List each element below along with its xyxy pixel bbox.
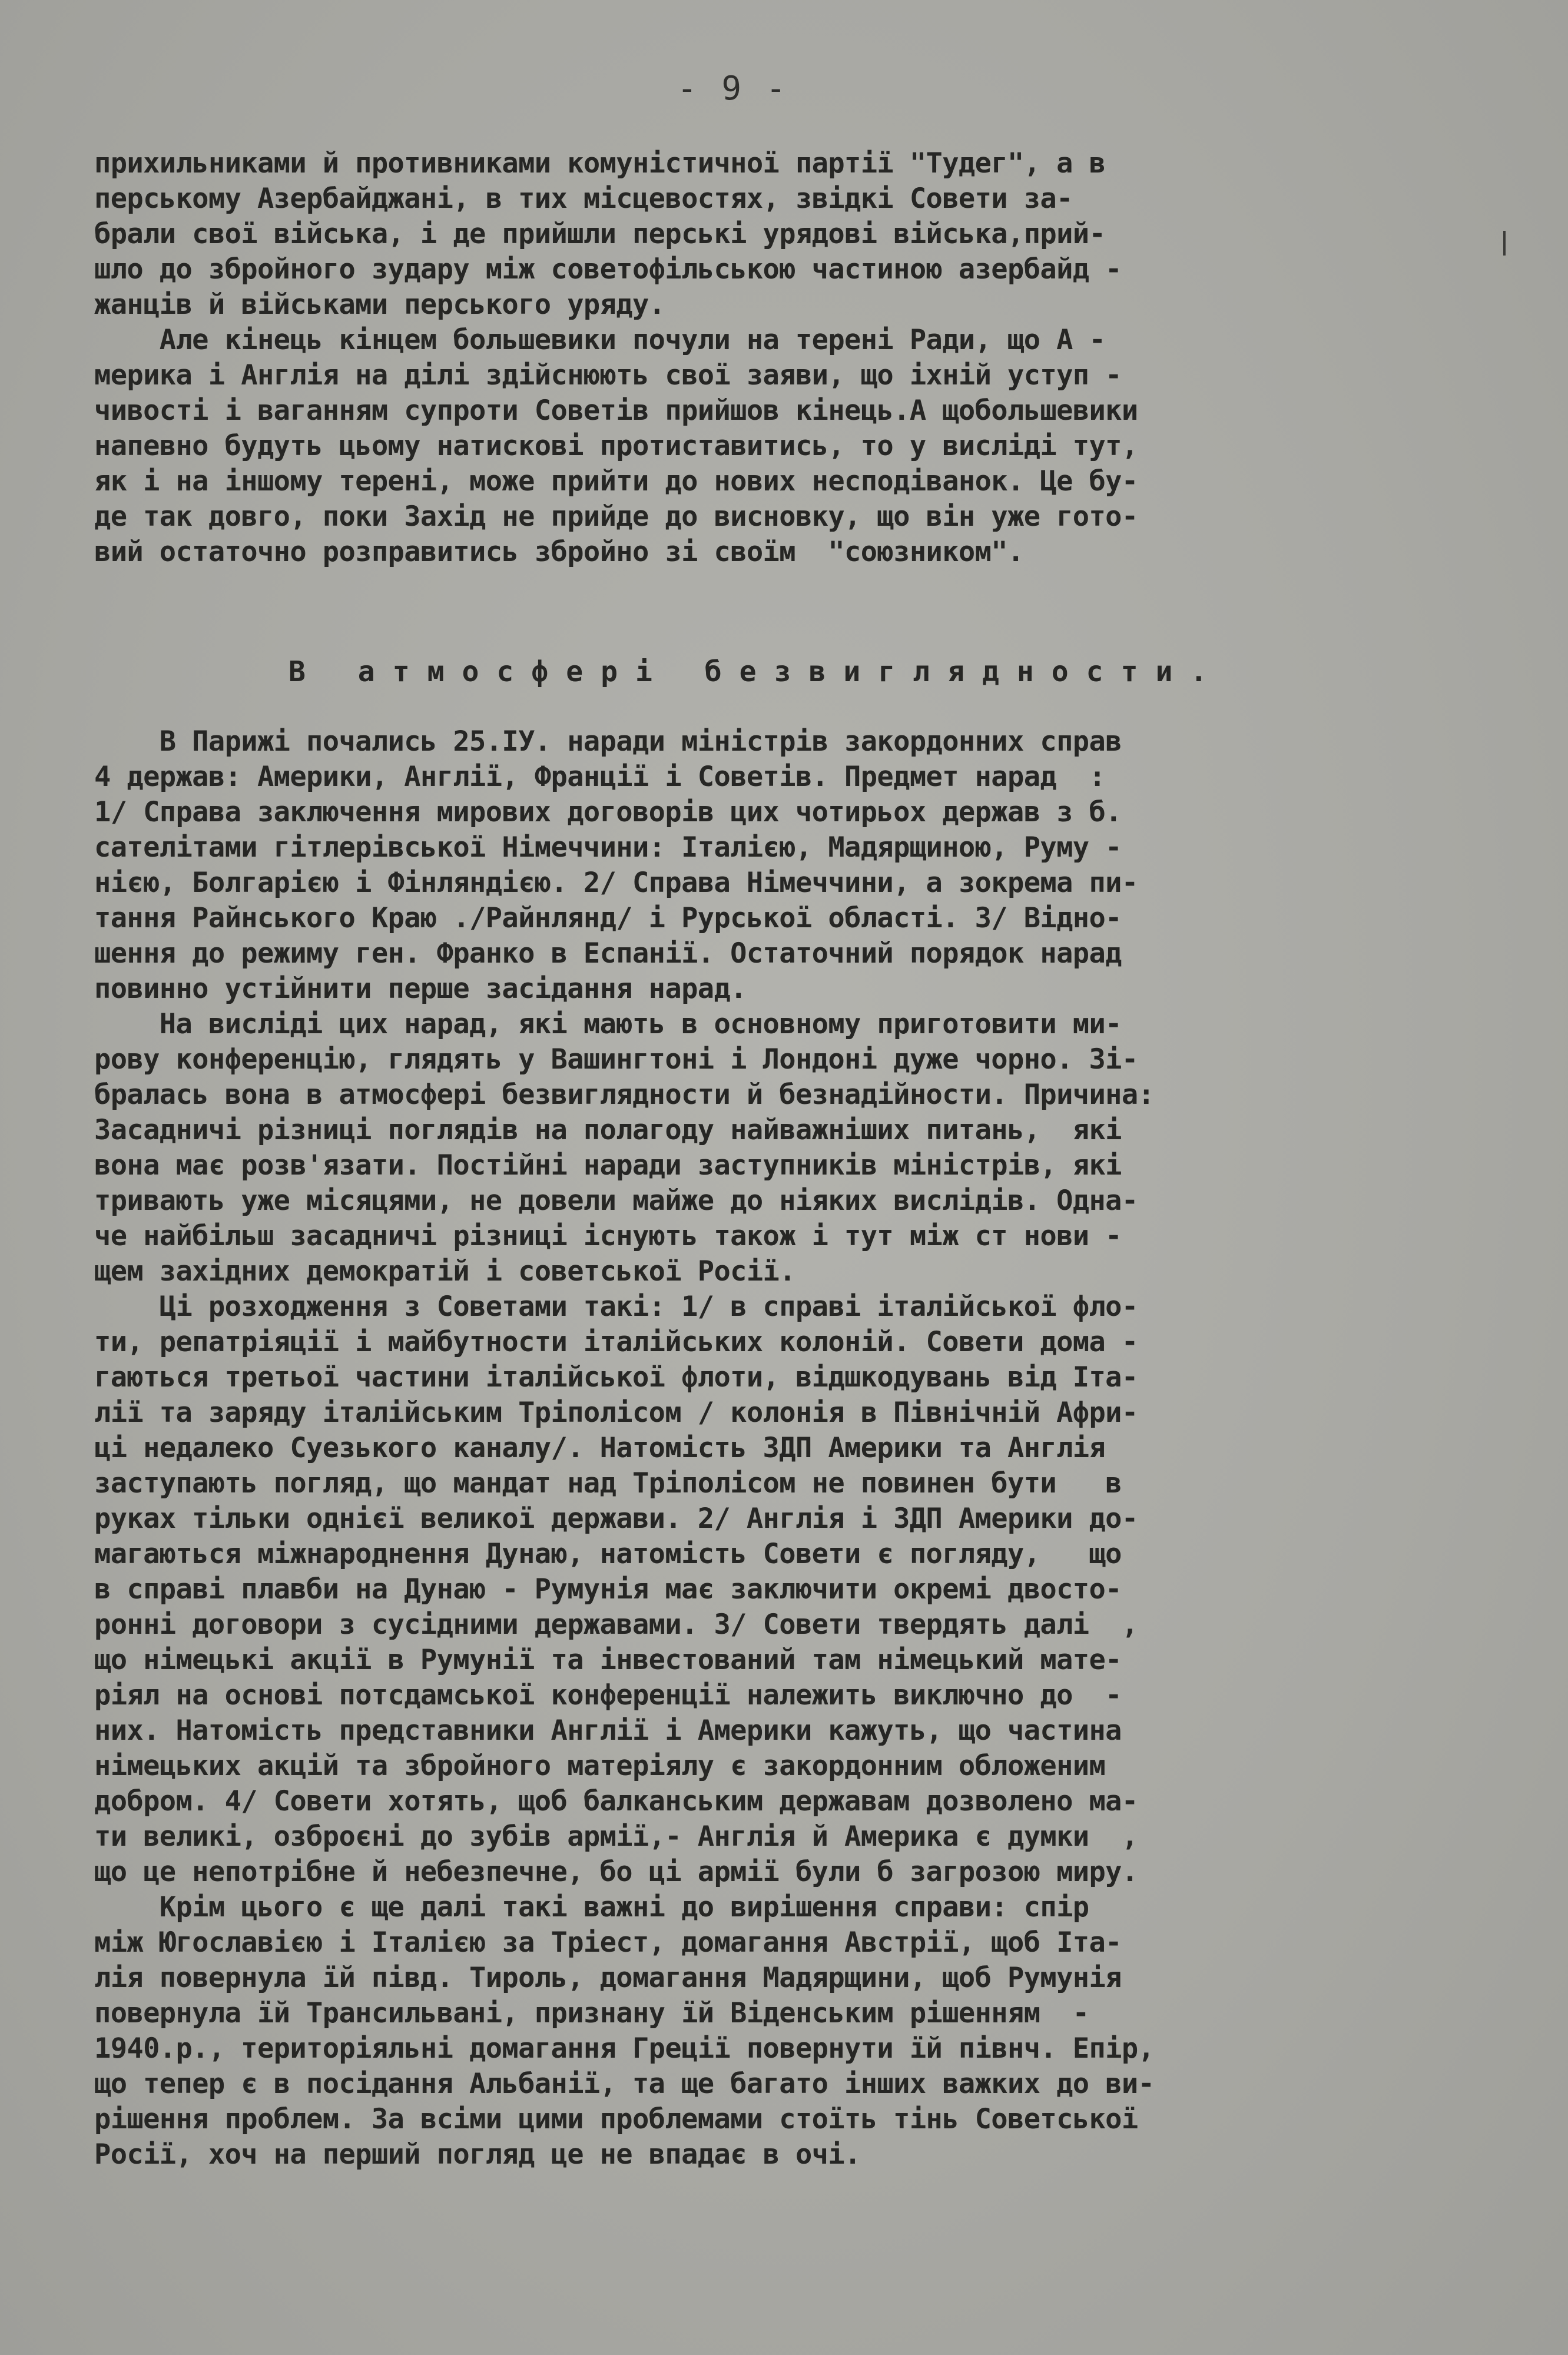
text-line: прихильниками й противниками комуністичної партії "Тудег", а в: [94, 147, 1106, 180]
margin-mark: [1503, 231, 1506, 256]
text-line: повернула їй Трансильвані, признану їй Віденським рішенням -: [94, 1997, 1089, 2029]
text-line: В Парижі почались 25.IУ. наради міністрів закордонних справ: [94, 725, 1122, 758]
text-line: чивості і ваганням супроти Советів прийшов кінець.А щобольшевики: [94, 394, 1138, 427]
text-line: перському Азербайджані, в тих місцевостях, звідкі Совети за-: [94, 183, 1073, 215]
text-line: німецьких акцій та збройного матеріялу є закордонним обложеним: [94, 1750, 1106, 1782]
text-line: що тепер є в посідання Альбанії, та ще багато інших важких до ви-: [94, 2068, 1155, 2100]
text-line: лія повернула їй півд. Тироль, домагання Мадярщини, щоб Румунія: [94, 1962, 1122, 1994]
text-line: мерика і Англія на ділі здійснюють свої заяви, що іхній уступ -: [94, 359, 1122, 392]
text-line: рішення проблем. За всіми цими проблемами стоїть тінь Советської: [94, 2103, 1138, 2135]
text-line: Крім цього є ще далі такі важні до вирішення справи: спір: [94, 1891, 1089, 1923]
intro-paragraphs: [94, 146, 1472, 570]
text-line: Росії, хоч на перший погляд це не впадає в очі.: [94, 2138, 861, 2171]
text-line: 1940.р., територіяльні домагання Греції повернути їй півнч. Епір,: [94, 2032, 1155, 2065]
text-line: Але кінець кінцем большевики почули на терені Ради, що А -: [94, 324, 1106, 356]
text-line: сателітами гітлерівської Німеччини: Італією, Мадярщиною, Руму -: [94, 831, 1122, 864]
text-line: жанців й військами перського уряду.: [94, 288, 665, 321]
text-line: що це непотрібне й небезпечне, бо ці армії були б загрозою миру.: [94, 1856, 1138, 1888]
text-line: добром. 4/ Совети хотять, щоб балканським державам дозволено ма-: [94, 1785, 1138, 1817]
text-line: лії та заряду італійським Тріполісом / колонія в Північній Афри-: [94, 1397, 1138, 1429]
text-line: бралась вона в атмосфері безвиглядности й безнадійности. Причина:: [94, 1079, 1155, 1111]
text-line: рову конференцію, глядять у Вашингтоні і Лондоні дуже чорно. Зі-: [94, 1043, 1138, 1076]
text-line: між Югославією і Італією за Тріест, домагання Австрії, щоб Іта-: [94, 1926, 1122, 1959]
text-line: че найбільш засадничі різниці існують також і тут між ст нови -: [94, 1220, 1122, 1252]
text-line: них. Натомість представники Англії і Америки кажуть, що частина: [94, 1714, 1122, 1747]
text-line: ти, репатріяції і майбутности італійських колоній. Совети дома -: [94, 1326, 1138, 1358]
text-line: магаються міжнароднення Дунаю, натомість Совети є погляду, що: [94, 1538, 1122, 1570]
text-line: нією, Болгарією і Фінляндією. 2/ Справа Німеччини, а зокрема пи-: [94, 867, 1138, 899]
section-heading: В атмосфері безвиглядности.: [289, 655, 1225, 688]
text-line: 1/ Справа заключення мирових договорів цих чотирьох держав з б.: [94, 796, 1122, 828]
text-line: 4 держав: Америки, Англії, Франції і Советів. Предмет нарад :: [94, 761, 1106, 793]
page-number: - 9 -: [677, 69, 788, 108]
text-line: щем західних демократій і советської Росії.: [94, 1255, 795, 1288]
text-line: шення до режиму ген. Франко в Еспанії. Остаточний порядок нарад: [94, 937, 1122, 970]
text-line: де так довго, поки Захід не прийде до висновку, що він уже гото-: [94, 500, 1138, 533]
text-line: гаються третьої частини італійської флоти, відшкодувань від Іта-: [94, 1361, 1138, 1394]
text-line: руках тільки однієї великої держави. 2/ Англія і ЗДП Америки до-: [94, 1502, 1138, 1535]
text-line: ронні договори з сусідними державами. 3/ Совети твердять далі ,: [94, 1608, 1138, 1641]
text-line: вона має розв'язати. Постійні наради заступників міністрів, які: [94, 1149, 1122, 1182]
text-line: напевно будуть цьому натискові протиставитись, то у висліді тут,: [94, 430, 1138, 462]
text-line: тривають уже місяцями, не довели майже до ніяких вислідів. Одна-: [94, 1185, 1138, 1217]
text-line: На висліді цих нарад, які мають в основному приготовити ми-: [94, 1008, 1122, 1040]
text-line: тання Райнського Краю ./Райнлянд/ і Рурської області. 3/ Відно-: [94, 902, 1122, 934]
text-line: шло до збройного зудару між советофільською частиною азербайд -: [94, 253, 1122, 286]
text-line: ти великі, озброєні до зубів армії,- Англія й Америка є думки ,: [94, 1820, 1138, 1853]
text-line: що німецькі акції в Румунії та інвестований там німецький мате-: [94, 1644, 1122, 1676]
text-line: брали свої війська, і де прийшли перські урядові війська,прий-: [94, 218, 1106, 250]
text-line: ріял на основі потсдамської конференції належить виключно до -: [94, 1679, 1122, 1711]
text-line: ці недалеко Суезького каналу/. Натомість ЗДП Америки та Англія: [94, 1432, 1106, 1464]
text-line: Засадничі різниці поглядів на полагоду найважніших питань, які: [94, 1114, 1122, 1146]
text-line: повинно устійнити перше засідання нарад.: [94, 973, 747, 1005]
text-line: Ці розходження з Советами такі: 1/ в справі італійської фло-: [94, 1291, 1138, 1323]
text-line: в справі плавби на Дунаю - Румунія має заключити окремі двосто-: [94, 1573, 1122, 1606]
text-line: як і на іншому терені, може прийти до нових несподіванок. Це бу-: [94, 465, 1138, 497]
text-line: вий остаточно розправитись збройно зі своїм "союзником".: [94, 536, 1024, 568]
text-line: заступають погляд, що мандат над Тріполісом не повинен бути в: [94, 1467, 1122, 1500]
body-paragraphs: [94, 724, 1472, 2172]
